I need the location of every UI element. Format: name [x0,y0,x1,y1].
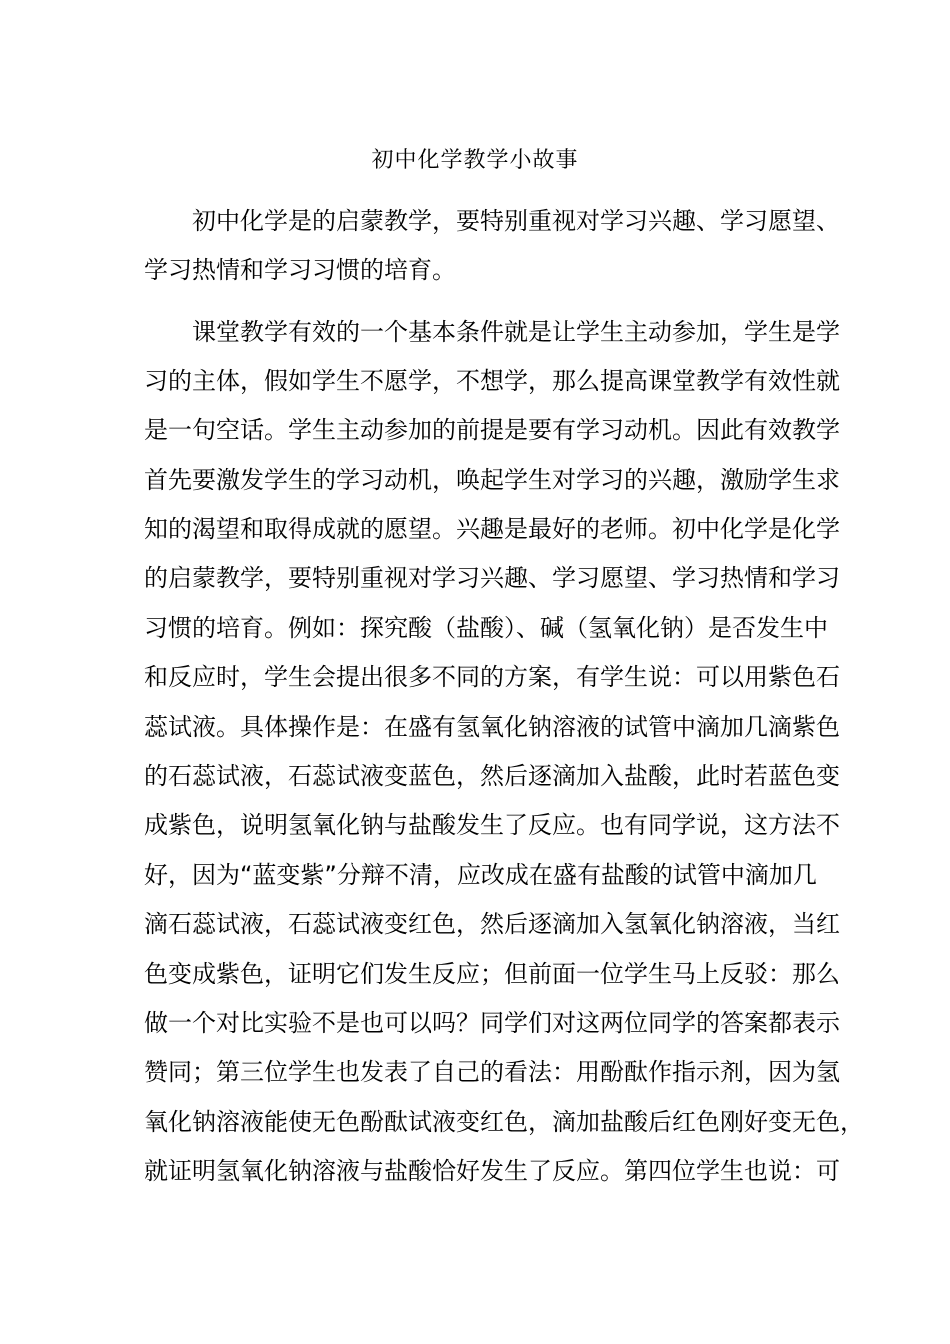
paragraph-2-line-17: 氧化钠溶液能使无色酚酞试液变红色，滴加盐酸后红色刚好变无色， [144,1108,864,1136]
document-title: 初中化学教学小故事 [371,148,579,173]
paragraph-2-line-8: 和反应时，学生会提出很多不同的方案，有学生说：可以用紫色石 [144,663,840,691]
paragraph-2-line-2: 习的主体，假如学生不愿学，不想学，那么提高课堂教学有效性就 [144,367,840,395]
paragraph-2-line-11: 成紫色，说明氢氧化钠与盐酸发生了反应。也有同学说，这方法不 [144,811,840,839]
paragraph-2-line-4: 首先要激发学生的学习动机，唤起学生对学习的兴趣，激励学生求 [144,466,840,494]
paragraph-2-line-18: 就证明氢氧化钠溶液与盐酸恰好发生了反应。第四位学生也说：可 [144,1157,840,1185]
paragraph-1-line-1: 初中化学是的启蒙教学，要特别重视对学习兴趣、学习愿望、 [192,207,840,235]
paragraph-2-line-10: 的石蕊试液，石蕊试液变蓝色，然后逐滴加入盐酸，此时若蓝色变 [144,762,840,790]
paragraph-2-line-7: 习惯的培育。例如：探究酸（盐酸）、碱（氢氧化钠）是否发生中 [144,614,828,642]
paragraph-2-line-12: 好，因为“蓝变紫”分辩不清，应改成在盛有盐酸的试管中滴加几 [144,861,817,889]
paragraph-2-line-6: 的启蒙教学，要特别重视对学习兴趣、学习愿望、学习热情和学习 [144,564,840,592]
paragraph-2-line-13: 滴石蕊试液，石蕊试液变红色，然后逐滴加入氢氧化钠溶液，当红 [144,910,840,938]
paragraph-2-line-5: 知的渴望和取得成就的愿望。兴趣是最好的老师。初中化学是化学 [144,515,840,543]
paragraph-1-line-2: 学习热情和学习习惯的培育。 [144,256,456,284]
paragraph-2-line-14: 色变成紫色，证明它们发生反应；但前面一位学生马上反驳：那么 [144,960,840,988]
paragraph-2-line-3: 是一句空话。学生主动参加的前提是要有学习动机。因此有效教学 [144,416,840,444]
paragraph-2-line-1: 课堂教学有效的一个基本条件就是让学生主动参加，学生是学 [192,318,840,346]
paragraph-2-line-15: 做一个对比实验不是也可以吗？同学们对这两位同学的答案都表示 [144,1009,840,1037]
paragraph-2-line-9: 蕊试液。具体操作是：在盛有氢氧化钠溶液的试管中滴加几滴紫色 [144,713,840,741]
paragraph-2-line-16: 赞同；第三位学生也发表了自己的看法：用酚酞作指示剂，因为氢 [144,1058,840,1086]
